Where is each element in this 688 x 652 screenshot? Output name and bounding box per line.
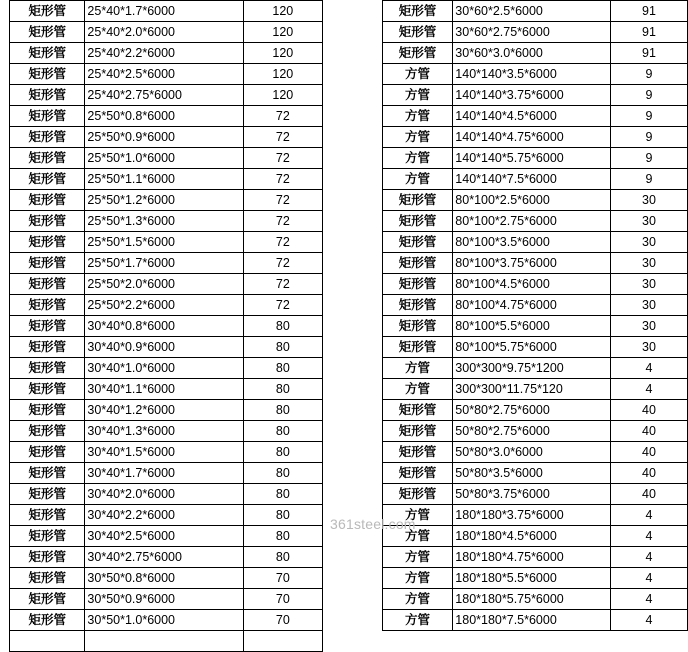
cell-specification[interactable]: 180*180*3.75*6000 — [453, 505, 611, 526]
cell-specification[interactable]: 80*100*3.5*6000 — [453, 232, 611, 253]
cell-product-name[interactable]: 矩形管 — [382, 421, 453, 442]
cell-product-name[interactable]: 矩形管 — [10, 610, 85, 631]
column-gap — [323, 0, 382, 559]
table-row — [10, 442, 323, 463]
cell-product-name[interactable]: 矩形管 — [10, 148, 85, 169]
table-row — [10, 169, 323, 190]
table-row — [10, 253, 323, 274]
cell-quantity[interactable]: 120 — [243, 1, 322, 22]
cell-quantity[interactable]: 72 — [243, 169, 322, 190]
cell-quantity[interactable]: 4 — [611, 547, 688, 568]
cell-product-name[interactable]: 矩形管 — [382, 442, 453, 463]
cell-product-name[interactable]: 矩形管 — [10, 211, 85, 232]
cell-quantity[interactable]: 40 — [611, 442, 688, 463]
cell-product-name[interactable]: 矩形管 — [382, 43, 453, 64]
cell-specification[interactable]: 25*50*1.0*6000 — [85, 148, 243, 169]
cell-specification[interactable]: 30*40*2.5*6000 — [85, 526, 243, 547]
cell-product-name[interactable]: 矩形管 — [10, 442, 85, 463]
table-row — [10, 22, 323, 43]
cell-quantity[interactable]: 80 — [243, 547, 322, 568]
right-table-block — [382, 0, 688, 627]
table-row — [382, 295, 687, 316]
cell-product-name[interactable]: 矩形管 — [10, 64, 85, 85]
cell-quantity[interactable]: 72 — [243, 295, 322, 316]
cell-quantity[interactable]: 80 — [243, 463, 322, 484]
table-row — [10, 610, 323, 631]
cell-quantity[interactable]: 4 — [611, 358, 688, 379]
cell-product-name[interactable]: 方管 — [382, 148, 453, 169]
cell-quantity[interactable]: 30 — [611, 316, 688, 337]
cell-product-name[interactable]: 矩形管 — [382, 463, 453, 484]
table-row — [10, 400, 323, 421]
cell-product-name[interactable]: 方管 — [382, 589, 453, 610]
cell-product-name[interactable]: 矩形管 — [10, 43, 85, 64]
cell-product-name[interactable]: 方管 — [382, 85, 453, 106]
table-row — [10, 463, 323, 484]
cell-specification[interactable]: 80*100*5.5*6000 — [453, 316, 611, 337]
cell-product-name[interactable]: 矩形管 — [10, 232, 85, 253]
cell-quantity[interactable]: 80 — [243, 337, 322, 358]
cell-product-name[interactable]: 矩形管 — [382, 211, 453, 232]
cell-specification[interactable]: 30*40*1.3*6000 — [85, 421, 243, 442]
cell-quantity[interactable]: 120 — [243, 43, 322, 64]
table-row — [10, 106, 323, 127]
cell-specification[interactable]: 140*140*4.75*6000 — [453, 127, 611, 148]
cell-specification[interactable]: 25*40*2.0*6000 — [85, 22, 243, 43]
cell-product-name[interactable]: 矩形管 — [10, 1, 85, 22]
cell-product-name[interactable]: 矩形管 — [10, 169, 85, 190]
cell-product-name[interactable]: 矩形管 — [10, 253, 85, 274]
cell-specification[interactable]: 180*180*7.5*6000 — [453, 610, 611, 631]
cell-product-name[interactable]: 矩形管 — [10, 568, 85, 589]
cell-quantity[interactable]: 120 — [243, 22, 322, 43]
cell-quantity[interactable]: 80 — [243, 421, 322, 442]
table-row — [382, 106, 687, 127]
cell-product-name[interactable]: 方管 — [382, 106, 453, 127]
table-row — [10, 295, 323, 316]
cell-specification[interactable]: 25*50*1.7*6000 — [85, 253, 243, 274]
cell-quantity[interactable]: 80 — [243, 526, 322, 547]
table-row — [382, 211, 687, 232]
cell-product-name[interactable]: 矩形管 — [382, 253, 453, 274]
table-row — [382, 148, 687, 169]
cell-specification[interactable]: 80*100*2.75*6000 — [453, 211, 611, 232]
table-row — [382, 127, 687, 148]
cell-product-name[interactable]: 矩形管 — [10, 589, 85, 610]
cell-quantity[interactable]: 4 — [611, 589, 688, 610]
product-table-left — [9, 0, 323, 652]
cell-specification[interactable]: 30*40*1.7*6000 — [85, 463, 243, 484]
cell-product-name[interactable]: 方管 — [382, 526, 453, 547]
cell-product-name[interactable]: 矩形管 — [10, 379, 85, 400]
cell-specification[interactable]: 180*180*4.75*6000 — [453, 547, 611, 568]
table-row — [10, 589, 323, 610]
table-row — [10, 526, 323, 547]
left-table-block — [0, 0, 323, 627]
cell-product-name[interactable]: 矩形管 — [10, 106, 85, 127]
cell-product-name[interactable]: 矩形管 — [10, 337, 85, 358]
cell-quantity[interactable]: 30 — [611, 253, 688, 274]
watermark: 361steel.com — [330, 516, 416, 532]
table-row — [10, 43, 323, 64]
cell-quantity[interactable]: 40 — [611, 400, 688, 421]
cell-specification[interactable]: 25*40*2.75*6000 — [85, 85, 243, 106]
cell-specification[interactable]: 180*180*5.5*6000 — [453, 568, 611, 589]
cell-quantity[interactable]: 40 — [611, 484, 688, 505]
table-row — [382, 274, 687, 295]
cell-product-name[interactable]: 矩形管 — [10, 505, 85, 526]
table-row — [10, 148, 323, 169]
cell-product-name[interactable]: 矩形管 — [10, 484, 85, 505]
cell-specification[interactable]: 140*140*3.5*6000 — [453, 64, 611, 85]
table-row — [382, 22, 687, 43]
cell-quantity[interactable]: 70 — [243, 589, 322, 610]
table-row — [382, 568, 687, 589]
cell-quantity[interactable]: 70 — [243, 610, 322, 631]
cell-specification[interactable]: 180*180*5.75*6000 — [453, 589, 611, 610]
cell-specification[interactable]: 30*40*2.75*6000 — [85, 547, 243, 568]
cell-product-name[interactable]: 矩形管 — [382, 274, 453, 295]
table-row — [10, 484, 323, 505]
cell-product-name[interactable]: 矩形管 — [10, 190, 85, 211]
cell-product-name[interactable]: 方管 — [382, 379, 453, 400]
cell-specification[interactable]: 30*40*1.0*6000 — [85, 358, 243, 379]
cell-specification[interactable]: 25*50*1.5*6000 — [85, 232, 243, 253]
cell-quantity[interactable]: 80 — [243, 505, 322, 526]
cell-quantity[interactable]: 40 — [611, 463, 688, 484]
cell-quantity[interactable]: 9 — [611, 127, 688, 148]
cell-quantity[interactable]: 120 — [243, 64, 322, 85]
cell-quantity[interactable]: 9 — [611, 85, 688, 106]
cell-specification[interactable]: 140*140*7.5*6000 — [453, 169, 611, 190]
table-row — [382, 253, 687, 274]
cell-specification[interactable]: 30*40*1.1*6000 — [85, 379, 243, 400]
cell-specification[interactable]: 50*80*2.75*6000 — [453, 400, 611, 421]
cell-quantity[interactable]: 30 — [611, 295, 688, 316]
table-row — [382, 190, 687, 211]
cell-quantity[interactable]: 91 — [611, 43, 688, 64]
table-row — [382, 64, 687, 85]
cell-quantity[interactable]: 4 — [611, 568, 688, 589]
cell-product-name[interactable]: 矩形管 — [10, 421, 85, 442]
cell-specification[interactable]: 25*50*2.0*6000 — [85, 274, 243, 295]
cell-specification[interactable]: 25*50*2.2*6000 — [85, 295, 243, 316]
table-row — [10, 547, 323, 568]
cell-specification[interactable]: 25*40*2.5*6000 — [85, 64, 243, 85]
table-row — [10, 127, 323, 148]
cell-specification[interactable]: 25*50*1.2*6000 — [85, 190, 243, 211]
table-row — [382, 442, 687, 463]
cell-quantity[interactable]: 40 — [611, 421, 688, 442]
table-row — [382, 589, 687, 610]
table-row — [10, 379, 323, 400]
cell-quantity[interactable]: 80 — [243, 379, 322, 400]
cell-product-name[interactable]: 矩形管 — [382, 1, 453, 22]
cell-quantity[interactable]: 120 — [243, 85, 322, 106]
product-table-right — [382, 0, 688, 631]
cell-product-name[interactable]: 矩形管 — [382, 22, 453, 43]
cell-product-name[interactable]: 方管 — [382, 127, 453, 148]
cell-product-name[interactable]: 方管 — [382, 505, 453, 526]
cell-product-name[interactable]: 方管 — [382, 169, 453, 190]
cell-product-name[interactable]: 矩形管 — [382, 232, 453, 253]
table-row — [382, 337, 687, 358]
table-row — [382, 610, 687, 631]
cell-quantity[interactable]: 4 — [611, 610, 688, 631]
cell-specification[interactable]: 30*50*0.9*6000 — [85, 589, 243, 610]
table-row — [382, 463, 687, 484]
cell-specification[interactable]: 50*80*3.75*6000 — [453, 484, 611, 505]
cell-product-name[interactable]: 矩形管 — [382, 484, 453, 505]
cell-specification[interactable]: 25*50*1.1*6000 — [85, 169, 243, 190]
cell-specification[interactable]: 30*40*0.9*6000 — [85, 337, 243, 358]
cell-product-name[interactable]: 矩形管 — [10, 274, 85, 295]
cell-quantity[interactable]: 4 — [611, 505, 688, 526]
cell-quantity[interactable] — [243, 631, 322, 652]
table-row — [382, 484, 687, 505]
cell-product-name[interactable]: 矩形管 — [382, 316, 453, 337]
cell-product-name[interactable] — [10, 631, 85, 652]
table-row — [10, 358, 323, 379]
cell-specification[interactable]: 25*50*0.9*6000 — [85, 127, 243, 148]
table-row — [10, 274, 323, 295]
cell-specification[interactable]: 30*60*2.5*6000 — [453, 1, 611, 22]
cell-specification[interactable]: 30*40*0.8*6000 — [85, 316, 243, 337]
cell-quantity[interactable]: 91 — [611, 22, 688, 43]
cell-quantity[interactable]: 9 — [611, 169, 688, 190]
cell-specification[interactable]: 30*40*1.2*6000 — [85, 400, 243, 421]
cell-quantity[interactable]: 80 — [243, 442, 322, 463]
cell-quantity[interactable]: 72 — [243, 253, 322, 274]
table-row — [10, 64, 323, 85]
table-row — [382, 169, 687, 190]
cell-specification[interactable]: 30*40*1.5*6000 — [85, 442, 243, 463]
cell-quantity[interactable]: 72 — [243, 190, 322, 211]
table-row — [10, 232, 323, 253]
cell-specification[interactable]: 300*300*11.75*120 — [453, 379, 611, 400]
cell-specification[interactable] — [85, 631, 243, 652]
cell-quantity[interactable]: 72 — [243, 127, 322, 148]
cell-product-name[interactable]: 矩形管 — [382, 190, 453, 211]
table-row — [382, 43, 687, 64]
cell-quantity[interactable]: 30 — [611, 232, 688, 253]
cell-product-name[interactable]: 矩形管 — [10, 463, 85, 484]
cell-quantity[interactable]: 91 — [611, 1, 688, 22]
table-row — [382, 547, 687, 568]
cell-quantity[interactable]: 4 — [611, 379, 688, 400]
cell-quantity[interactable]: 80 — [243, 484, 322, 505]
cell-product-name[interactable]: 矩形管 — [382, 400, 453, 421]
table-row — [382, 526, 687, 547]
cell-specification[interactable]: 25*40*1.7*6000 — [85, 1, 243, 22]
cell-quantity[interactable]: 80 — [243, 316, 322, 337]
cell-specification[interactable]: 50*80*3.5*6000 — [453, 463, 611, 484]
cell-quantity[interactable]: 30 — [611, 190, 688, 211]
table-row — [10, 211, 323, 232]
cell-product-name[interactable]: 矩形管 — [10, 547, 85, 568]
cell-quantity[interactable]: 72 — [243, 148, 322, 169]
table-row — [382, 358, 687, 379]
table-row — [10, 421, 323, 442]
table-row — [382, 85, 687, 106]
cell-product-name[interactable]: 方管 — [382, 610, 453, 631]
table-row — [10, 85, 323, 106]
cell-specification[interactable]: 140*140*5.75*6000 — [453, 148, 611, 169]
cell-quantity[interactable]: 80 — [243, 358, 322, 379]
cell-specification[interactable]: 30*50*0.8*6000 — [85, 568, 243, 589]
cell-quantity[interactable]: 70 — [243, 568, 322, 589]
cell-quantity[interactable]: 30 — [611, 274, 688, 295]
cell-quantity[interactable]: 4 — [611, 526, 688, 547]
table-row — [10, 337, 323, 358]
table-row — [10, 316, 323, 337]
cell-product-name[interactable]: 矩形管 — [10, 127, 85, 148]
cell-product-name[interactable]: 矩形管 — [10, 358, 85, 379]
cell-specification[interactable]: 30*60*3.0*6000 — [453, 43, 611, 64]
cell-product-name[interactable]: 矩形管 — [382, 337, 453, 358]
cell-quantity[interactable]: 80 — [243, 400, 322, 421]
cell-product-name[interactable]: 矩形管 — [382, 295, 453, 316]
table-row — [10, 1, 323, 22]
table-row — [10, 631, 323, 652]
cell-product-name[interactable]: 方管 — [382, 568, 453, 589]
cell-specification[interactable]: 30*50*1.0*6000 — [85, 610, 243, 631]
table-row — [382, 232, 687, 253]
cell-specification[interactable]: 30*40*2.2*6000 — [85, 505, 243, 526]
cell-quantity[interactable]: 9 — [611, 64, 688, 85]
cell-specification[interactable]: 30*60*2.75*6000 — [453, 22, 611, 43]
cell-product-name[interactable]: 方管 — [382, 547, 453, 568]
cell-quantity[interactable]: 9 — [611, 106, 688, 127]
cell-product-name[interactable]: 矩形管 — [10, 400, 85, 421]
cell-specification[interactable]: 140*140*4.5*6000 — [453, 106, 611, 127]
cell-quantity[interactable]: 30 — [611, 337, 688, 358]
cell-specification[interactable]: 140*140*3.75*6000 — [453, 85, 611, 106]
cell-product-name[interactable]: 方管 — [382, 358, 453, 379]
cell-product-name[interactable]: 矩形管 — [10, 22, 85, 43]
table-row — [382, 1, 687, 22]
cell-specification[interactable]: 80*100*2.5*6000 — [453, 190, 611, 211]
cell-specification[interactable]: 80*100*4.75*6000 — [453, 295, 611, 316]
cell-specification[interactable]: 50*80*2.75*6000 — [453, 421, 611, 442]
table-row — [382, 505, 687, 526]
right-table-body — [382, 1, 687, 631]
cell-product-name[interactable]: 矩形管 — [10, 295, 85, 316]
cell-specification[interactable]: 80*100*3.75*6000 — [453, 253, 611, 274]
table-row — [382, 316, 687, 337]
cell-quantity[interactable]: 72 — [243, 232, 322, 253]
table-row — [382, 379, 687, 400]
cell-quantity[interactable]: 30 — [611, 211, 688, 232]
table-row — [382, 400, 687, 421]
cell-specification[interactable]: 50*80*3.0*6000 — [453, 442, 611, 463]
table-row — [10, 190, 323, 211]
cell-specification[interactable]: 30*40*2.0*6000 — [85, 484, 243, 505]
cell-specification[interactable]: 25*50*0.8*6000 — [85, 106, 243, 127]
cell-specification[interactable]: 300*300*9.75*1200 — [453, 358, 611, 379]
cell-quantity[interactable]: 72 — [243, 106, 322, 127]
cell-product-name[interactable]: 矩形管 — [10, 316, 85, 337]
left-table-body — [10, 1, 323, 652]
cell-product-name[interactable]: 矩形管 — [10, 85, 85, 106]
cell-specification[interactable]: 80*100*4.5*6000 — [453, 274, 611, 295]
cell-quantity[interactable]: 72 — [243, 274, 322, 295]
cell-quantity[interactable]: 9 — [611, 148, 688, 169]
cell-specification[interactable]: 80*100*5.75*6000 — [453, 337, 611, 358]
table-row — [10, 505, 323, 526]
cell-specification[interactable]: 25*40*2.2*6000 — [85, 43, 243, 64]
cell-specification[interactable]: 25*50*1.3*6000 — [85, 211, 243, 232]
cell-product-name[interactable]: 方管 — [382, 64, 453, 85]
cell-quantity[interactable]: 72 — [243, 211, 322, 232]
table-row — [10, 568, 323, 589]
cell-specification[interactable]: 180*180*4.5*6000 — [453, 526, 611, 547]
cell-product-name[interactable]: 矩形管 — [10, 526, 85, 547]
table-row — [382, 421, 687, 442]
